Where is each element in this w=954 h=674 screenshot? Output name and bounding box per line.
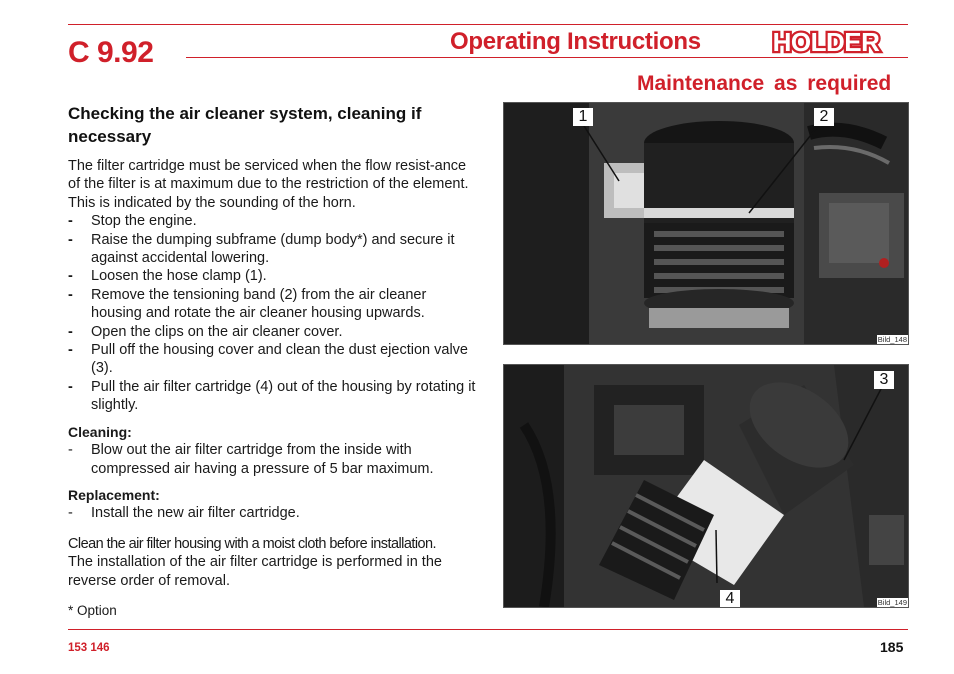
replacement-label: Replacement: (68, 486, 160, 503)
callout-3: 3 (874, 371, 894, 389)
figure-caption-bottom: Bild_149 (877, 598, 907, 607)
holder-logo (748, 30, 904, 54)
callout-1: 1 (573, 108, 593, 126)
closing-paragraph-2: The installation of the air filter cartridge is performed in the reverse order of removal. (68, 554, 442, 589)
header-title-rule (186, 57, 908, 58)
instructions-column (68, 102, 476, 620)
cartridge-removal-illustration (504, 365, 908, 607)
step-item: - Stop the engine. (68, 213, 197, 230)
step-item: - Pull off the housing cover and clean the dust ejection valve (3). (68, 342, 468, 377)
step-item: - Remove the tensioning band (2) from the air cleaner housing and rotate the air cleaner housing upwards. (68, 286, 427, 322)
page-number: 185 (880, 639, 904, 655)
cleaning-step: - Blow out the air filter cartridge from the inside with compressed air having a pressure of 5 bar maximum. (68, 442, 434, 477)
figure-caption-top: Bild_148 (877, 335, 907, 344)
header-top-rule (68, 24, 908, 25)
document-title: Operating Instructions (450, 28, 701, 55)
photo-air-cleaner-installed (503, 102, 909, 345)
step-item: - Loosen the hose clamp (1). (68, 268, 267, 285)
procedure-heading: Checking the air cleaner system, cleaning if necessary (68, 104, 422, 146)
closing-paragraph-1: Clean the air filter housing with a moist cloth before installation. (68, 535, 437, 552)
procedure-steps (68, 212, 476, 414)
brand-wordmark: HOLDER (772, 30, 880, 54)
replacement-step: - Install the new air filter cartridge. (68, 505, 300, 522)
air-cleaner-illustration (504, 103, 908, 344)
photo-cartridge-removal (503, 364, 909, 608)
step-item: - Pull the air filter cartridge (4) out of the housing by rotating it slightly. (68, 378, 476, 414)
callout-4: 4 (720, 590, 740, 608)
section-title: Maintenance as required (637, 72, 892, 95)
footer-rule (68, 629, 908, 630)
section-code: C 9.92 (68, 36, 154, 69)
document-number: 153 146 (68, 642, 110, 654)
step-item: - Raise the dumping subframe (dump body*) and secure it against accidental lowering. (68, 231, 455, 267)
step-item: - Open the clips on the air cleaner cover. (68, 323, 343, 340)
intro-paragraph: The filter cartridge must be serviced when the flow resist-ance of the filter is at maximum due to the restriction of the element. This is indicated by the sounding of the horn. (68, 158, 469, 211)
footnote: * Option (68, 602, 117, 618)
cleaning-label: Cleaning: (68, 423, 132, 440)
callout-2: 2 (814, 108, 834, 126)
